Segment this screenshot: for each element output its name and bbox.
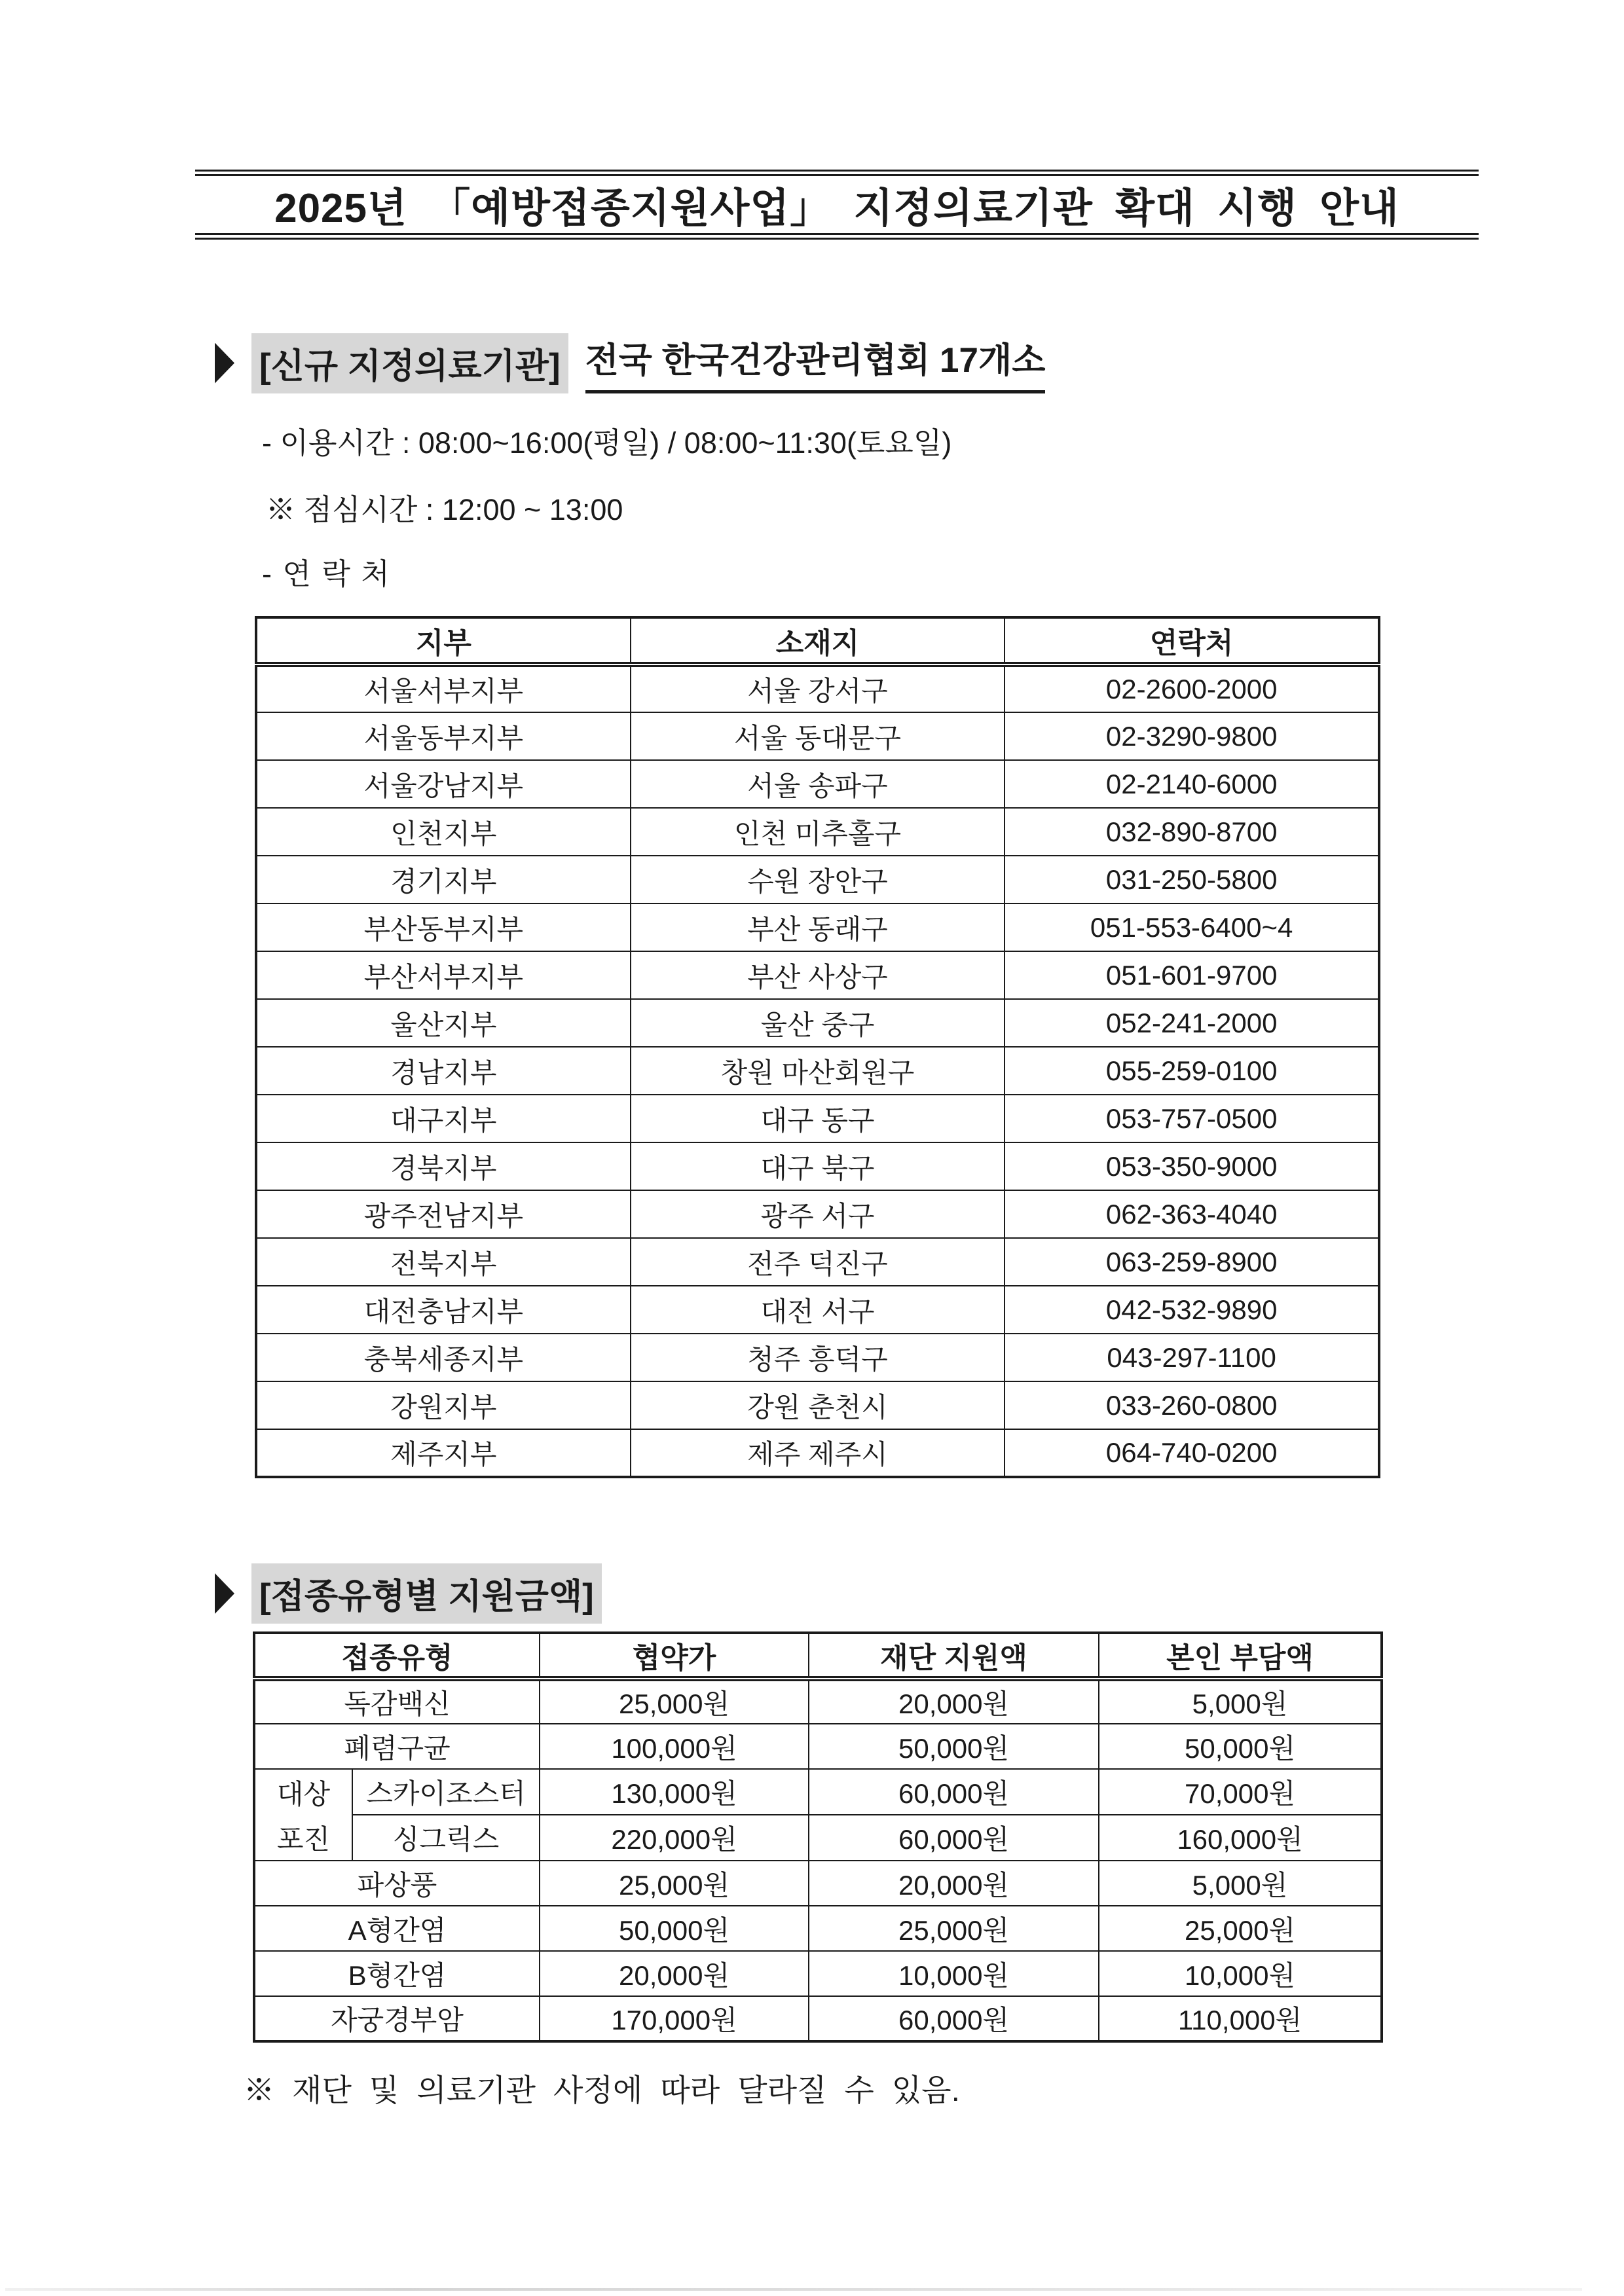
- branch-name-cell: 경남지부: [256, 1047, 631, 1095]
- branch-phone-cell: 051-553-6400~4: [1005, 903, 1379, 951]
- foundation-support-cell: 20,000원: [809, 1679, 1099, 1724]
- contract-price-cell: 220,000원: [540, 1815, 809, 1861]
- branch-phone-cell: 032-890-8700: [1005, 808, 1379, 856]
- foundation-support-cell: 60,000원: [809, 1996, 1099, 2041]
- vaccine-name-cell: A형간염: [254, 1906, 540, 1951]
- branch-name-cell: 강원지부: [256, 1381, 631, 1429]
- branch-name-cell: 대구지부: [256, 1095, 631, 1142]
- branch-location-cell: 청주 흥덕구: [631, 1334, 1005, 1381]
- page-title: 2025년 「예방접종지원사업」 지정의료기관 확대 시행 안내: [274, 186, 1399, 231]
- table-row: [256, 760, 1379, 808]
- table-row: [254, 1679, 1382, 1724]
- contract-price-cell: 130,000원: [540, 1769, 809, 1815]
- branch-table-header-cell: 연락처: [1005, 617, 1379, 665]
- table-row: [256, 712, 1379, 760]
- branch-table-head: [256, 617, 1379, 665]
- self-pay-cell: 160,000원: [1099, 1815, 1382, 1861]
- table-header-row: [254, 1633, 1382, 1679]
- triangle-bullet-icon: [215, 1573, 234, 1614]
- branch-name-cell: 대전충남지부: [256, 1286, 631, 1334]
- contract-price-cell: 100,000원: [540, 1724, 809, 1769]
- vaccine-group-cell: [254, 1769, 352, 1861]
- table-row: [256, 1286, 1379, 1334]
- table-row: [256, 1429, 1379, 1477]
- branch-location-cell: 광주 서구: [631, 1190, 1005, 1238]
- branch-location-cell: 서울 동대문구: [631, 712, 1005, 760]
- table-row: [256, 951, 1379, 999]
- table-row: [256, 665, 1379, 712]
- branch-phone-cell: 043-297-1100: [1005, 1334, 1379, 1381]
- footnote: ※ 재단 및 의료기관 사정에 따라 달라질 수 있음.: [244, 2073, 960, 2107]
- branch-phone-cell: 02-3290-9800: [1005, 712, 1379, 760]
- branch-name-cell: 서울동부지부: [256, 712, 631, 760]
- scan-artifact-line: [5, 2288, 1582, 2291]
- table-row: [256, 1095, 1379, 1142]
- table-row: [256, 1190, 1379, 1238]
- self-pay-cell: 5,000원: [1099, 1679, 1382, 1724]
- triangle-bullet-icon: [215, 343, 234, 384]
- branch-location-cell: 인천 미추홀구: [631, 808, 1005, 856]
- support-table-body: [254, 1679, 1382, 2041]
- support-table-header-cell: 접종유형: [254, 1633, 540, 1679]
- contact-label-line: - 연 락 처: [262, 557, 391, 591]
- section-header-support-amounts: [215, 1563, 602, 1624]
- table-row: [254, 1769, 1382, 1815]
- table-row: [254, 1951, 1382, 1996]
- support-table-header-cell: 협약가: [540, 1633, 809, 1679]
- table-row: [256, 1381, 1379, 1429]
- vaccine-name-cell: 싱그릭스: [352, 1815, 540, 1861]
- table-row: [256, 1238, 1379, 1286]
- table-row: [256, 999, 1379, 1047]
- table-row: [256, 1047, 1379, 1095]
- table-row: [256, 808, 1379, 856]
- branch-location-cell: 부산 사상구: [631, 951, 1005, 999]
- branch-name-cell: 서울강남지부: [256, 760, 631, 808]
- branch-name-cell: 경북지부: [256, 1142, 631, 1190]
- branch-location-cell: 전주 덕진구: [631, 1238, 1005, 1286]
- table-header-row: [256, 617, 1379, 665]
- table-row: [256, 1334, 1379, 1381]
- section-header-new-institutions: [215, 333, 1045, 393]
- foundation-support-cell: 10,000원: [809, 1951, 1099, 1996]
- self-pay-cell: 25,000원: [1099, 1906, 1382, 1951]
- branch-location-cell: 수원 장안구: [631, 856, 1005, 903]
- vaccine-name-cell: 파상풍: [254, 1861, 540, 1906]
- table-row: [254, 1861, 1382, 1906]
- branch-name-cell: 제주지부: [256, 1429, 631, 1477]
- table-row: [256, 1142, 1379, 1190]
- branch-phone-cell: 031-250-5800: [1005, 856, 1379, 903]
- vaccine-name-cell: 독감백신: [254, 1679, 540, 1724]
- branch-location-cell: 부산 동래구: [631, 903, 1005, 951]
- foundation-support-cell: 60,000원: [809, 1815, 1099, 1861]
- table-row: [256, 856, 1379, 903]
- support-table-header-cell: 본인 부담액: [1099, 1633, 1382, 1679]
- contract-price-cell: 20,000원: [540, 1951, 809, 1996]
- branch-location-cell: 울산 중구: [631, 999, 1005, 1047]
- branch-phone-cell: 051-601-9700: [1005, 951, 1379, 999]
- branch-table-header-cell: 지부: [256, 617, 631, 665]
- branch-location-cell: 대구 북구: [631, 1142, 1005, 1190]
- branch-table-body: [256, 665, 1379, 1477]
- vaccine-name-cell: 자궁경부암: [254, 1996, 540, 2041]
- section1-bracket-label: [신규 지정의료기관]: [251, 333, 568, 393]
- vaccine-group-label-line: 포진: [276, 1823, 331, 1855]
- table-row: [254, 1724, 1382, 1769]
- branch-location-cell: 제주 제주시: [631, 1429, 1005, 1477]
- banner-bottom-double-rule: [195, 233, 1479, 240]
- branch-name-cell: 인천지부: [256, 808, 631, 856]
- vaccine-group-label-line: 대상: [276, 1778, 331, 1810]
- table-row: [254, 1996, 1382, 2041]
- self-pay-cell: 10,000원: [1099, 1951, 1382, 1996]
- branch-name-cell: 서울서부지부: [256, 665, 631, 712]
- branch-phone-cell: 055-259-0100: [1005, 1047, 1379, 1095]
- branch-name-cell: 광주전남지부: [256, 1190, 631, 1238]
- foundation-support-cell: 50,000원: [809, 1724, 1099, 1769]
- branch-location-cell: 대전 서구: [631, 1286, 1005, 1334]
- branch-table-header-cell: 소재지: [631, 617, 1005, 665]
- branch-phone-cell: 02-2600-2000: [1005, 665, 1379, 712]
- branch-location-cell: 대구 동구: [631, 1095, 1005, 1142]
- branch-phone-cell: 063-259-8900: [1005, 1238, 1379, 1286]
- support-table-header-cell: 재단 지원액: [809, 1633, 1099, 1679]
- branch-location-cell: 서울 강서구: [631, 665, 1005, 712]
- contract-price-cell: 170,000원: [540, 1996, 809, 2041]
- lunch-time-line: ※ 점심시간 : 12:00 ~ 13:00: [266, 493, 623, 526]
- foundation-support-cell: 25,000원: [809, 1906, 1099, 1951]
- vaccine-name-cell: 폐렴구균: [254, 1724, 540, 1769]
- hours-line: - 이용시간 : 08:00~16:00(평일) / 08:00~11:30(토요일): [262, 426, 952, 460]
- vaccine-name-cell: B형간염: [254, 1951, 540, 1996]
- table-row: [254, 1815, 1382, 1861]
- self-pay-cell: 50,000원: [1099, 1724, 1382, 1769]
- self-pay-cell: 70,000원: [1099, 1769, 1382, 1815]
- branch-phone-cell: 033-260-0800: [1005, 1381, 1379, 1429]
- branch-name-cell: 부산동부지부: [256, 903, 631, 951]
- vaccine-name-cell: 스카이조스터: [352, 1769, 540, 1815]
- title-banner: [195, 170, 1479, 240]
- branch-name-cell: 부산서부지부: [256, 951, 631, 999]
- branch-phone-cell: 02-2140-6000: [1005, 760, 1379, 808]
- branch-name-cell: 경기지부: [256, 856, 631, 903]
- branch-name-cell: 전북지부: [256, 1238, 631, 1286]
- vaccine-group-label: [255, 1770, 352, 1860]
- branch-location-cell: 서울 송파구: [631, 760, 1005, 808]
- branch-phone-cell: 042-532-9890: [1005, 1286, 1379, 1334]
- branch-location-cell: 창원 마산회원구: [631, 1047, 1005, 1095]
- branch-phone-cell: 053-350-9000: [1005, 1142, 1379, 1190]
- foundation-support-cell: 20,000원: [809, 1861, 1099, 1906]
- branch-phone-cell: 052-241-2000: [1005, 999, 1379, 1047]
- foundation-support-cell: 60,000원: [809, 1769, 1099, 1815]
- self-pay-cell: 5,000원: [1099, 1861, 1382, 1906]
- section1-underlined-label: 전국 한국건강관리협회 17개소: [585, 333, 1046, 393]
- table-row: [256, 903, 1379, 951]
- branch-phone-cell: 053-757-0500: [1005, 1095, 1379, 1142]
- branch-phone-cell: 064-740-0200: [1005, 1429, 1379, 1477]
- table-row: [254, 1906, 1382, 1951]
- branch-phone-cell: 062-363-4040: [1005, 1190, 1379, 1238]
- contract-price-cell: 25,000원: [540, 1861, 809, 1906]
- contract-price-cell: 50,000원: [540, 1906, 809, 1951]
- section2-bracket-label: [접종유형별 지원금액]: [251, 1563, 602, 1624]
- branch-contact-table: [255, 616, 1380, 1478]
- support-table-head: [254, 1633, 1382, 1679]
- self-pay-cell: 110,000원: [1099, 1996, 1382, 2041]
- branch-location-cell: 강원 춘천시: [631, 1381, 1005, 1429]
- branch-name-cell: 울산지부: [256, 999, 631, 1047]
- support-amount-table: [253, 1631, 1383, 2043]
- contract-price-cell: 25,000원: [540, 1679, 809, 1724]
- branch-name-cell: 충북세종지부: [256, 1334, 631, 1381]
